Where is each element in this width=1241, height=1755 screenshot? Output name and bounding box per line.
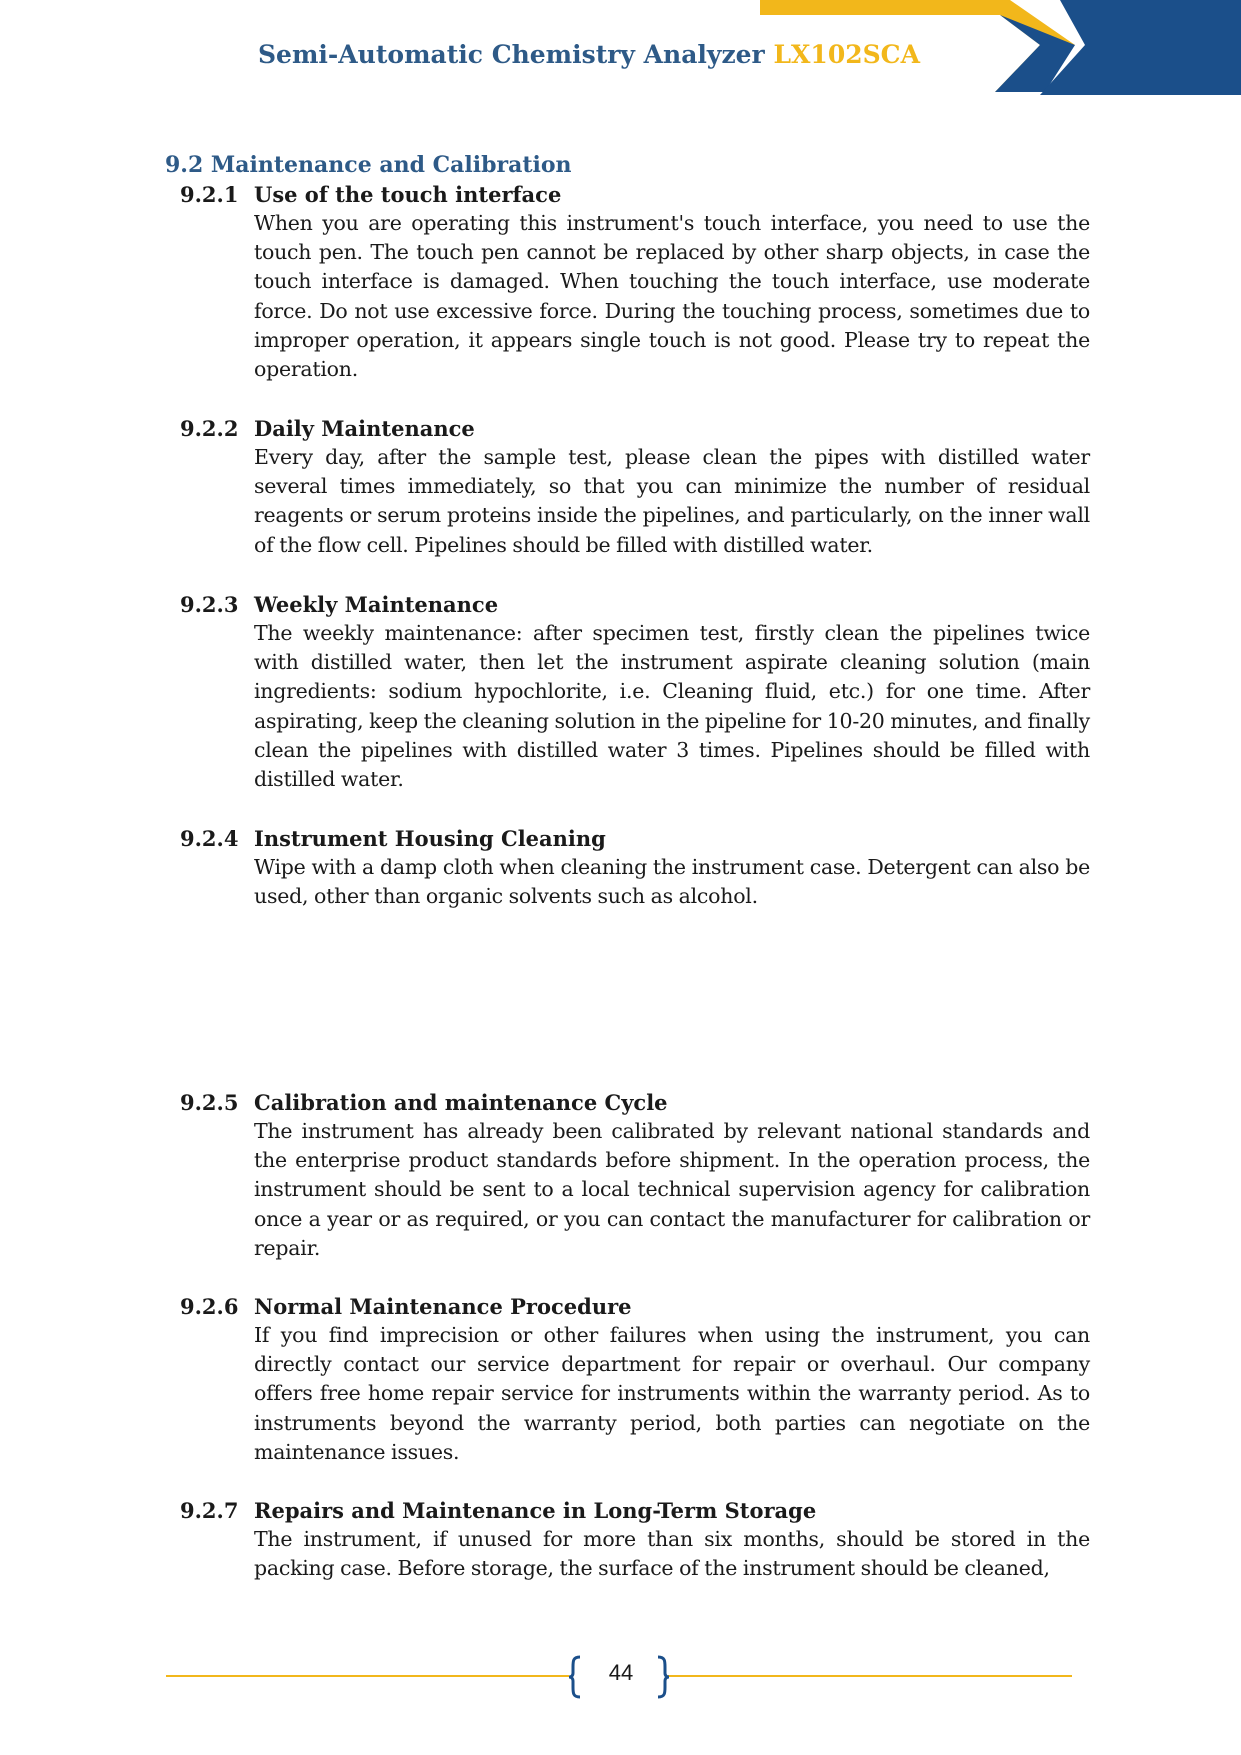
subsection-number: 9.2.1	[180, 182, 239, 207]
right-bracket-icon	[656, 1655, 670, 1699]
subsection-number: 9.2.5	[180, 1090, 239, 1115]
subsection-body: If you find imprecision or other failures when using the instrument, you can directly contact our service department for repair or overhaul. Our company offers free home repair service for instruments within the warranty period. As to instruments beyond the warranty period, both parties can negotiate on the maintenance issues.	[254, 1323, 1090, 1464]
subsection-title: Weekly Maintenance	[254, 592, 499, 617]
footer-divider-right	[668, 1675, 1072, 1677]
footer-divider-left	[166, 1675, 569, 1677]
left-bracket-icon	[568, 1655, 582, 1699]
subsection-title: Normal Maintenance Procedure	[254, 1294, 632, 1319]
page-number: 44	[608, 1660, 634, 1685]
subsection-body: Every day, after the sample test, please clean the pipes with distilled water several times immediately, so that you can minimize the number of residual reagents or serum proteins inside the pipelines, and particularly, on the inner wall of the flow cell. Pipelines should be filled with distilled water.	[254, 445, 1090, 557]
subsection-title: Repairs and Maintenance in Long-Term Storage	[254, 1498, 817, 1523]
subsection-number: 9.2.4	[180, 826, 239, 851]
subsection-number: 9.2.3	[180, 592, 239, 617]
subsection-body: When you are operating this instrument's touch interface, you need to use the touch pen. The touch pen cannot be replaced by other sharp objects, in case the touch interface is damaged. When touching the touch interface, use moderate force. Do not use excessive force. During the touching process, sometimes due to improper operation, it appears single touch is not good. Please try to repeat the operation.	[254, 211, 1090, 382]
subsection-body: The instrument has already been calibrated by relevant national standards and the enterprise product standards before shipment. In the operation process, the instrument should be sent to a local technical supervision agency for calibration once a year or as required, or you can contact the manufacturer for calibration or repair.	[254, 1119, 1090, 1260]
subsection-body: Wipe with a damp cloth when cleaning the instrument case. Detergent can also be used, other than organic solvents such as alcohol.	[254, 855, 1090, 909]
subsection-number: 9.2.7	[180, 1498, 239, 1523]
subsection-title: Daily Maintenance	[254, 416, 475, 441]
subsection-title: Calibration and maintenance Cycle	[254, 1090, 668, 1115]
subsection-title: Use of the touch interface	[254, 182, 562, 207]
subsection-title: Instrument Housing Cleaning	[254, 826, 606, 851]
header-product-name: Semi-Automatic Chemistry Analyzer	[258, 40, 765, 69]
document-header-title	[258, 40, 920, 69]
subsection-body: The weekly maintenance: after specimen test, firstly clean the pipelines twice with distilled water, then let the instrument aspirate cleaning solution (main ingredients: sodium hypochlorite, i.e. Cleaning fluid, etc.) for one time. After aspirating, keep the cleaning solution in the pipeline for 10-20 minutes, and finally clean the pipelines with distilled water 3 times. Pipelines should be filled with distilled water.	[254, 621, 1091, 792]
subsection-number: 9.2.6	[180, 1294, 239, 1319]
section-heading: 9.2 Maintenance and Calibration	[165, 152, 572, 178]
subsection-number: 9.2.2	[180, 416, 239, 441]
header-model-code: LX102SCA	[773, 40, 920, 69]
subsection-body: The instrument, if unused for more than six months, should be stored in the packing case. Before storage, the surface of the instrument should be cleaned,	[254, 1527, 1090, 1581]
